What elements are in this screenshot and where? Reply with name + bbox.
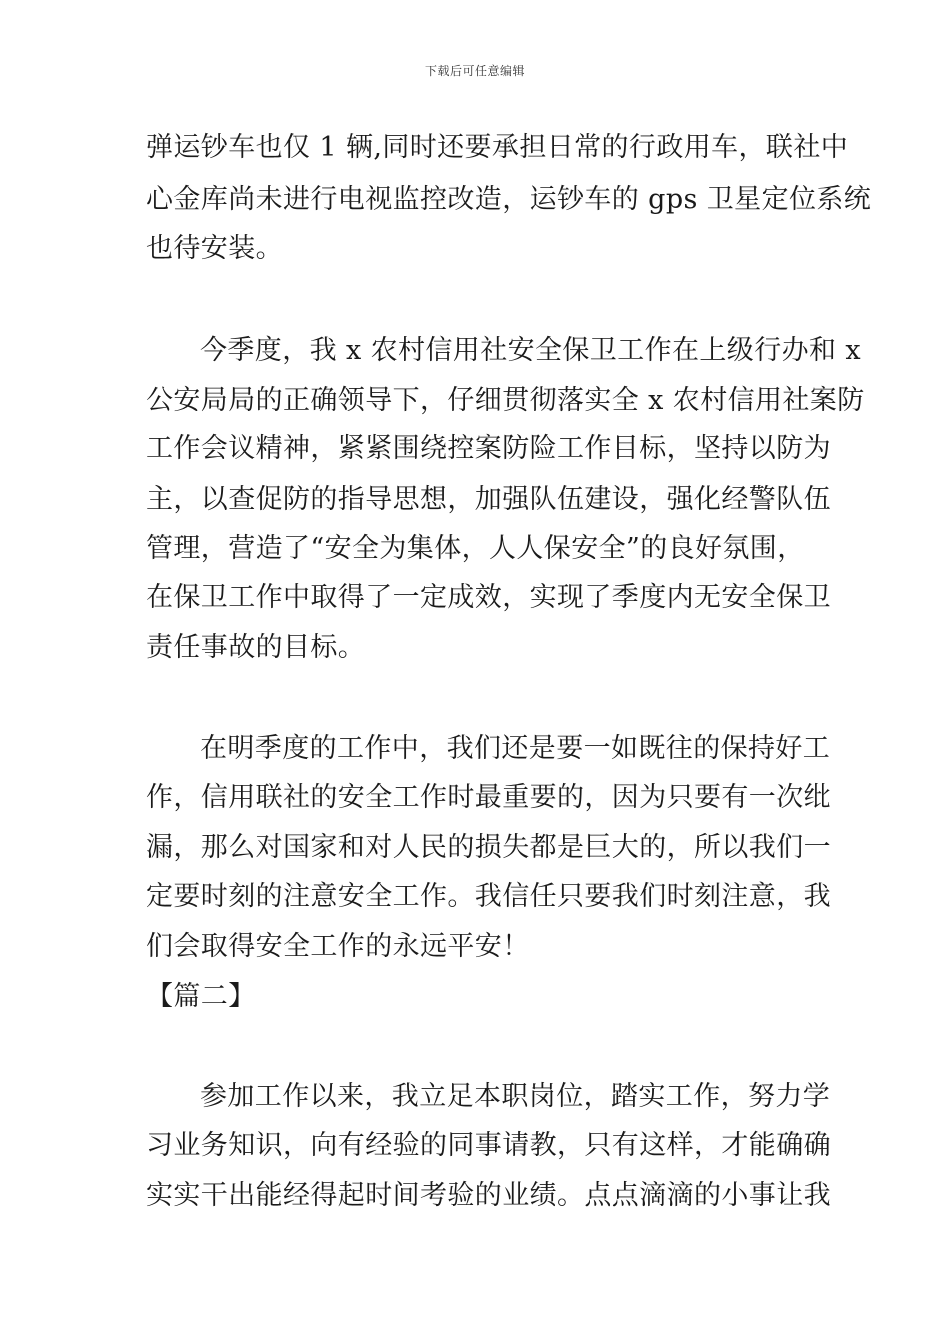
- text-line: 主，以查促防的指导思想，加强队伍建设，强化经警队伍: [146, 484, 831, 515]
- text-line: 责任事故的目标。: [146, 632, 366, 663]
- text-line: 定要时刻的注意安全工作。我信任只要我们时刻注意，我: [146, 881, 831, 912]
- text-line: 弹运钞车也仅 1 辆,同时还要承担日常的行政用车，联社中: [146, 132, 849, 163]
- text-line: 参加工作以来，我立足本职岗位，踏实工作，努力学: [200, 1081, 831, 1112]
- text-line: 心金库尚未进行电视监控改造，运钞车的 gps 卫星定位系统: [146, 184, 872, 215]
- text-line: 作，信用联社的安全工作时最重要的，因为只要有一次纰: [146, 782, 831, 813]
- text-line: 工作会议精神，紧紧围绕控案防险工作目标，坚持以防为: [146, 433, 831, 464]
- text-line: 也待安装。: [146, 233, 283, 264]
- text-line: 实实干出能经得起时间考验的业绩。点点滴滴的小事让我: [146, 1180, 831, 1211]
- text-line: 漏，那么对国家和对人民的损失都是巨大的，所以我们一: [146, 832, 831, 863]
- section-heading: 【篇二】: [146, 981, 256, 1012]
- text-line: 公安局局的正确领导下，仔细贯彻落实全 x 农村信用社案防: [146, 385, 865, 416]
- text-line: 们会取得安全工作的永远平安！: [146, 931, 530, 962]
- text-line: 今季度，我 x 农村信用社安全保卫工作在上级行办和 x: [200, 335, 862, 366]
- text-line: 管理，营造了“安全为集体，人人保安全”的良好氛围，: [146, 533, 805, 564]
- text-line: 习业务知识，向有经验的同事请教，只有这样，才能确确: [146, 1130, 831, 1161]
- page-header: 下载后可任意编辑: [424, 64, 525, 78]
- text-line: 在保卫工作中取得了一定成效，实现了季度内无安全保卫: [146, 582, 831, 613]
- text-line: 在明季度的工作中，我们还是要一如既往的保持好工: [200, 733, 831, 764]
